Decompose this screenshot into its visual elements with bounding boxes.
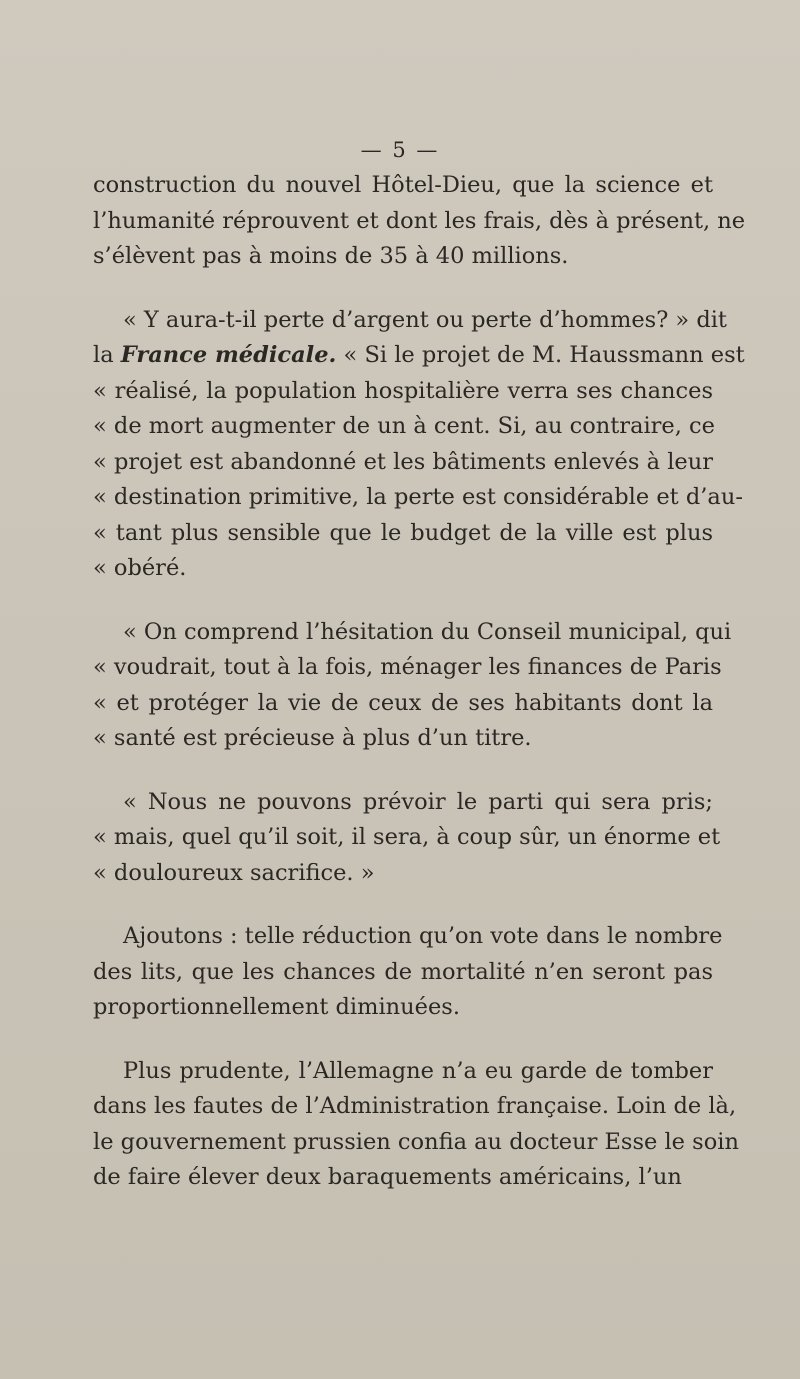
text-line: « douloureux sacrifice. » <box>93 859 375 886</box>
text-line: « de mort augmenter de un à cent. Si, au contraire, ce <box>93 413 715 439</box>
italic-title: France médicale. <box>120 342 337 368</box>
text-line: « voudrait, tout à la fois, ménager les finances de Paris <box>93 654 722 680</box>
text-line: « obéré. <box>93 555 187 581</box>
text-line: Plus prudente, l’Allemagne n’a eu garde de tomber <box>123 1057 713 1084</box>
text-line: « tant plus sensible que le budget de la ville est plus <box>93 519 713 546</box>
text-line: la France médicale. « Si le projet de M. Haussmann est <box>93 342 745 368</box>
paragraph <box>93 919 723 1026</box>
paragraph <box>93 785 721 892</box>
text-line: le gouvernement prussien confia au docteur Esse le soin <box>93 1128 739 1155</box>
text-line: dans les fautes de l’Administration française. Loin de là, <box>93 1093 737 1119</box>
text-line: « et protéger la vie de ceux de ses habitants dont la <box>93 689 713 716</box>
text-line: construction du nouvel Hôtel-Dieu, que la science et <box>93 172 713 198</box>
text-line: l’humanité réprouvent et dont les frais, dès à présent, ne <box>93 207 746 234</box>
text-line: Ajoutons : telle réduction qu’on vote dans le nombre <box>123 923 723 949</box>
text-line: « réalisé, la population hospitalière verra ses chances <box>93 377 713 404</box>
text-line: de faire élever deux baraquements américains, l’un <box>93 1164 682 1190</box>
page-number: — 5 — <box>360 138 440 162</box>
body-text <box>93 168 746 1196</box>
text-line: des lits, que les chances de mortalité n’en seront pas <box>93 958 713 985</box>
text-line: « projet est abandonné et les bâtiments enlevés à leur <box>93 448 713 475</box>
text-line: proportionnellement diminuées. <box>93 994 460 1020</box>
text-line: « mais, quel qu’il soit, il sera, à coup sûr, un énorme et <box>93 824 721 850</box>
paragraph <box>93 303 745 587</box>
paragraph <box>93 168 746 275</box>
text-line: « destination primitive, la perte est considérable et d’au- <box>93 484 743 510</box>
text-line: « On comprend l’hésitation du Conseil municipal, qui <box>123 618 732 645</box>
text-line: « Y aura-t-il perte d’argent ou perte d’hommes? » dit <box>123 306 727 333</box>
paragraph <box>93 615 732 757</box>
text-line: « santé est précieuse à plus d’un titre. <box>93 725 532 751</box>
text-line: « Nous ne pouvons prévoir le parti qui sera pris; <box>123 788 713 815</box>
text-line: s’élèvent pas à moins de 35 à 40 millions. <box>93 243 569 269</box>
paragraph <box>93 1054 739 1196</box>
